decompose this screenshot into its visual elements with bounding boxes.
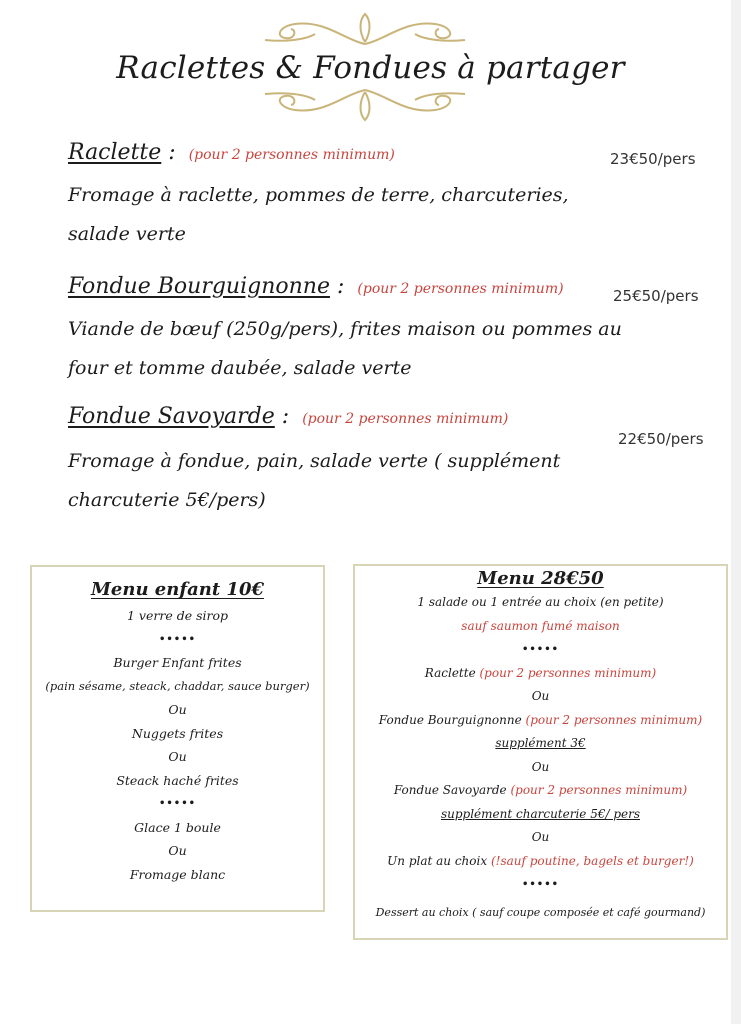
- dish-name: Fondue Bourguignonne: [68, 274, 330, 299]
- minimum-note: (pour 2 personnes minimum): [302, 411, 509, 427]
- bourguignonne-line: [355, 709, 726, 733]
- menu-line: Nuggets frites: [131, 725, 224, 741]
- dish-bourguignonne-heading: [68, 274, 564, 299]
- description-line: Fromage à fondue, pain, salade verte ( supplément: [68, 450, 561, 472]
- dish-description: [68, 442, 648, 520]
- dish-price: 25€50/pers: [613, 287, 699, 305]
- dish-separator: :: [336, 274, 345, 299]
- menu-line: Ou: [168, 749, 187, 764]
- separator-stars: •••••: [159, 798, 196, 809]
- menu-line: Ou: [168, 843, 187, 858]
- dish-separator: :: [281, 404, 290, 429]
- separator-stars: •••••: [159, 633, 196, 645]
- dish-price: 23€50/pers: [610, 150, 696, 168]
- minimum-note: (pour 2 personnes minimum): [510, 783, 688, 797]
- bourguignonne-supplement: supplément 3€: [495, 736, 586, 750]
- savoyarde-line: [355, 779, 726, 803]
- plat-label: Un plat au choix: [387, 853, 488, 868]
- dish-description: [68, 176, 648, 254]
- kids-menu-title: Menu enfant 10€: [90, 579, 264, 600]
- page-edge: [731, 0, 741, 1024]
- savoyarde-supplement: supplément charcuterie 5€/ pers: [440, 806, 641, 821]
- bourguignonne-label: Fondue Bourguignonne: [378, 712, 522, 727]
- dish-separator: :: [168, 140, 176, 165]
- description-line: Viande de bœuf (250g/pers), frites maison ou pommes au: [68, 318, 622, 340]
- page-title: Raclettes & Fondues à partager: [116, 50, 625, 86]
- menu-line: Burger Enfant frites: [113, 655, 242, 670]
- description-line: salade verte: [68, 223, 186, 245]
- menu-line: Ou: [168, 702, 187, 717]
- set-menu-title: Menu 28€50: [477, 568, 604, 589]
- description-line: four et tomme daubée, salade verte: [68, 357, 412, 379]
- raclette-line: [355, 662, 726, 686]
- minimum-note: (pour 2 personnes minimum): [357, 281, 564, 297]
- plat-exception: (!sauf poutine, bagels et burger!): [490, 853, 694, 868]
- ornament-top-icon: [255, 10, 475, 46]
- separator-stars: •••••: [522, 879, 559, 890]
- dish-price: 22€50/pers: [618, 430, 704, 448]
- dish-description: [68, 310, 648, 388]
- kids-menu-box: [30, 565, 325, 912]
- description-line: charcuterie 5€/pers): [68, 489, 266, 511]
- or-line: Ou: [531, 689, 550, 703]
- minimum-note: (pour 2 personnes minimum): [188, 147, 395, 163]
- or-line: Ou: [531, 759, 550, 774]
- dish-raclette-heading: [68, 140, 395, 165]
- plat-line: [355, 850, 726, 874]
- or-line: Ou: [531, 830, 550, 844]
- dish-savoyarde-heading: [68, 404, 508, 429]
- minimum-note: (pour 2 personnes minimum): [479, 665, 657, 680]
- menu-line: Fromage blanc: [129, 866, 226, 882]
- dish-name: Raclette: [68, 140, 162, 165]
- dish-name: Fondue Savoyarde: [68, 404, 275, 429]
- menu-line: (pain sésame, steack, chaddar, sauce burger): [45, 678, 310, 693]
- dessert-line: Dessert au choix ( sauf coupe composée et café gourmand): [375, 905, 706, 919]
- raclette-label: Raclette: [424, 665, 476, 680]
- ornament-bottom-icon: [255, 88, 475, 124]
- savoyarde-label: Fondue Savoyarde: [393, 783, 507, 797]
- description-line: Fromage à raclette, pommes de terre, charcuteries,: [68, 184, 569, 206]
- starter-line: 1 salade ou 1 entrée au choix (en petite): [417, 595, 664, 609]
- minimum-note: (pour 2 personnes minimum): [525, 712, 703, 727]
- separator-stars: •••••: [522, 644, 559, 655]
- menu-line: Glace 1 boule: [134, 819, 221, 835]
- set-menu-box: [353, 564, 728, 940]
- menu-line: 1 verre de sirop: [127, 608, 228, 623]
- menu-line: Steack haché frites: [116, 772, 239, 788]
- starter-exception: sauf saumon fumé maison: [461, 618, 620, 633]
